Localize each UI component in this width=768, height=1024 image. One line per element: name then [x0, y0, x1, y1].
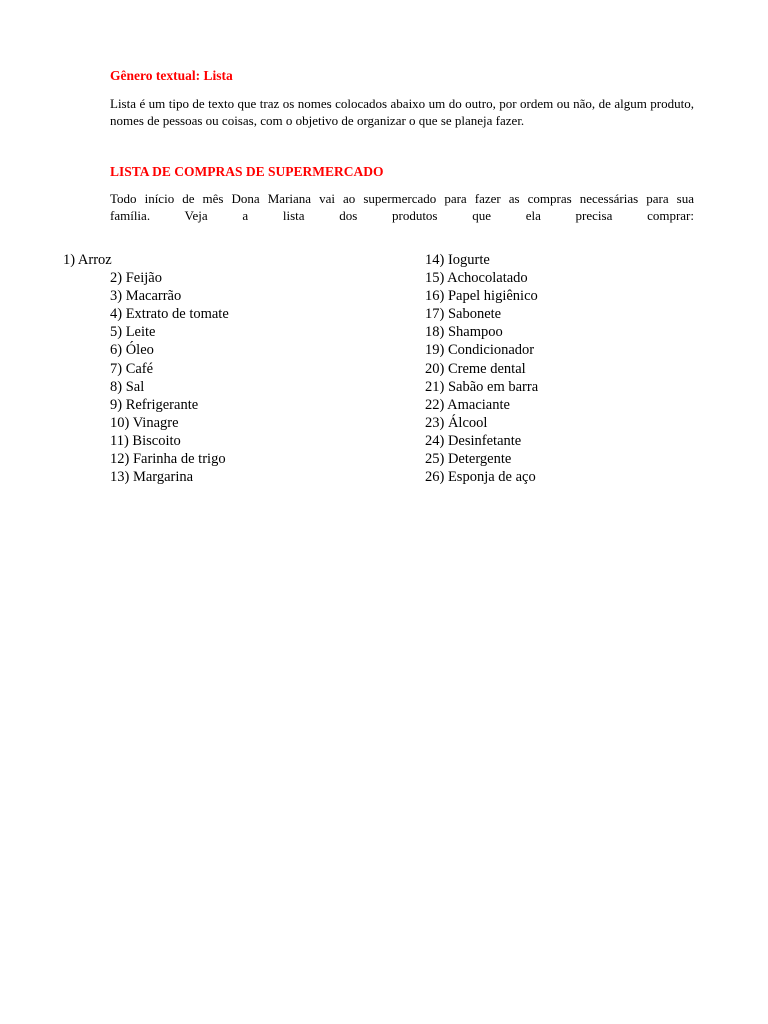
shopping-list-column-right [425, 251, 538, 486]
list-item: 5) Leite [110, 324, 156, 341]
definition-text: Lista é um tipo de texto que traz os nomes colocados abaixo um do outro, por ordem ou não, de algum produto, nomes de pessoas ou coisas, com o objetivo de organizar o que se planeja fazer. [110, 96, 694, 128]
intro-paragraph [110, 190, 694, 224]
list-item: 15) Achocolatado [425, 270, 528, 287]
list-item: 24) Desinfetante [425, 432, 522, 449]
intro-text-line-2: família. Veja a lista dos produtos que ela precisa comprar: [110, 208, 694, 223]
shopping-list-column-left [63, 251, 229, 486]
list-item: 7) Café [110, 360, 154, 377]
list-item: 6) Óleo [110, 342, 154, 359]
list-item: 20) Creme dental [425, 360, 526, 377]
list-item: 18) Shampoo [425, 324, 503, 341]
list-item: 22) Amaciante [425, 396, 510, 413]
list-item: 3) Macarrão [110, 288, 182, 305]
list-item: 16) Papel higiênico [425, 288, 538, 305]
list-item: 25) Detergente [425, 451, 512, 468]
section-heading-genero-textual: Gênero textual: Lista [110, 68, 233, 83]
list-item: 26) Esponja de aço [425, 469, 536, 486]
list-item: 4) Extrato de tomate [110, 306, 229, 323]
section-heading-lista-compras: LISTA DE COMPRAS DE SUPERMERCADO [110, 164, 384, 179]
list-item: 23) Álcool [425, 414, 488, 431]
list-item: 9) Refrigerante [110, 396, 199, 413]
list-item: 21) Sabão em barra [425, 378, 539, 395]
list-item: 8) Sal [110, 378, 145, 395]
list-item: 1) Arroz [63, 252, 112, 268]
list-item: 19) Condicionador [425, 342, 535, 359]
list-item: 13) Margarina [110, 469, 194, 486]
list-item: 17) Sabonete [425, 306, 502, 323]
definition-paragraph [110, 95, 694, 129]
intro-text-line-1: Todo início de mês Dona Mariana vai ao supermercado para fazer as compras necessárias para sua [110, 191, 694, 206]
list-item: 2) Feijão [110, 270, 162, 287]
list-item: 12) Farinha de trigo [110, 451, 226, 468]
list-item: 14) Iogurte [425, 252, 490, 268]
list-item: 10) Vinagre [110, 414, 179, 431]
list-item: 11) Biscoito [110, 432, 181, 449]
